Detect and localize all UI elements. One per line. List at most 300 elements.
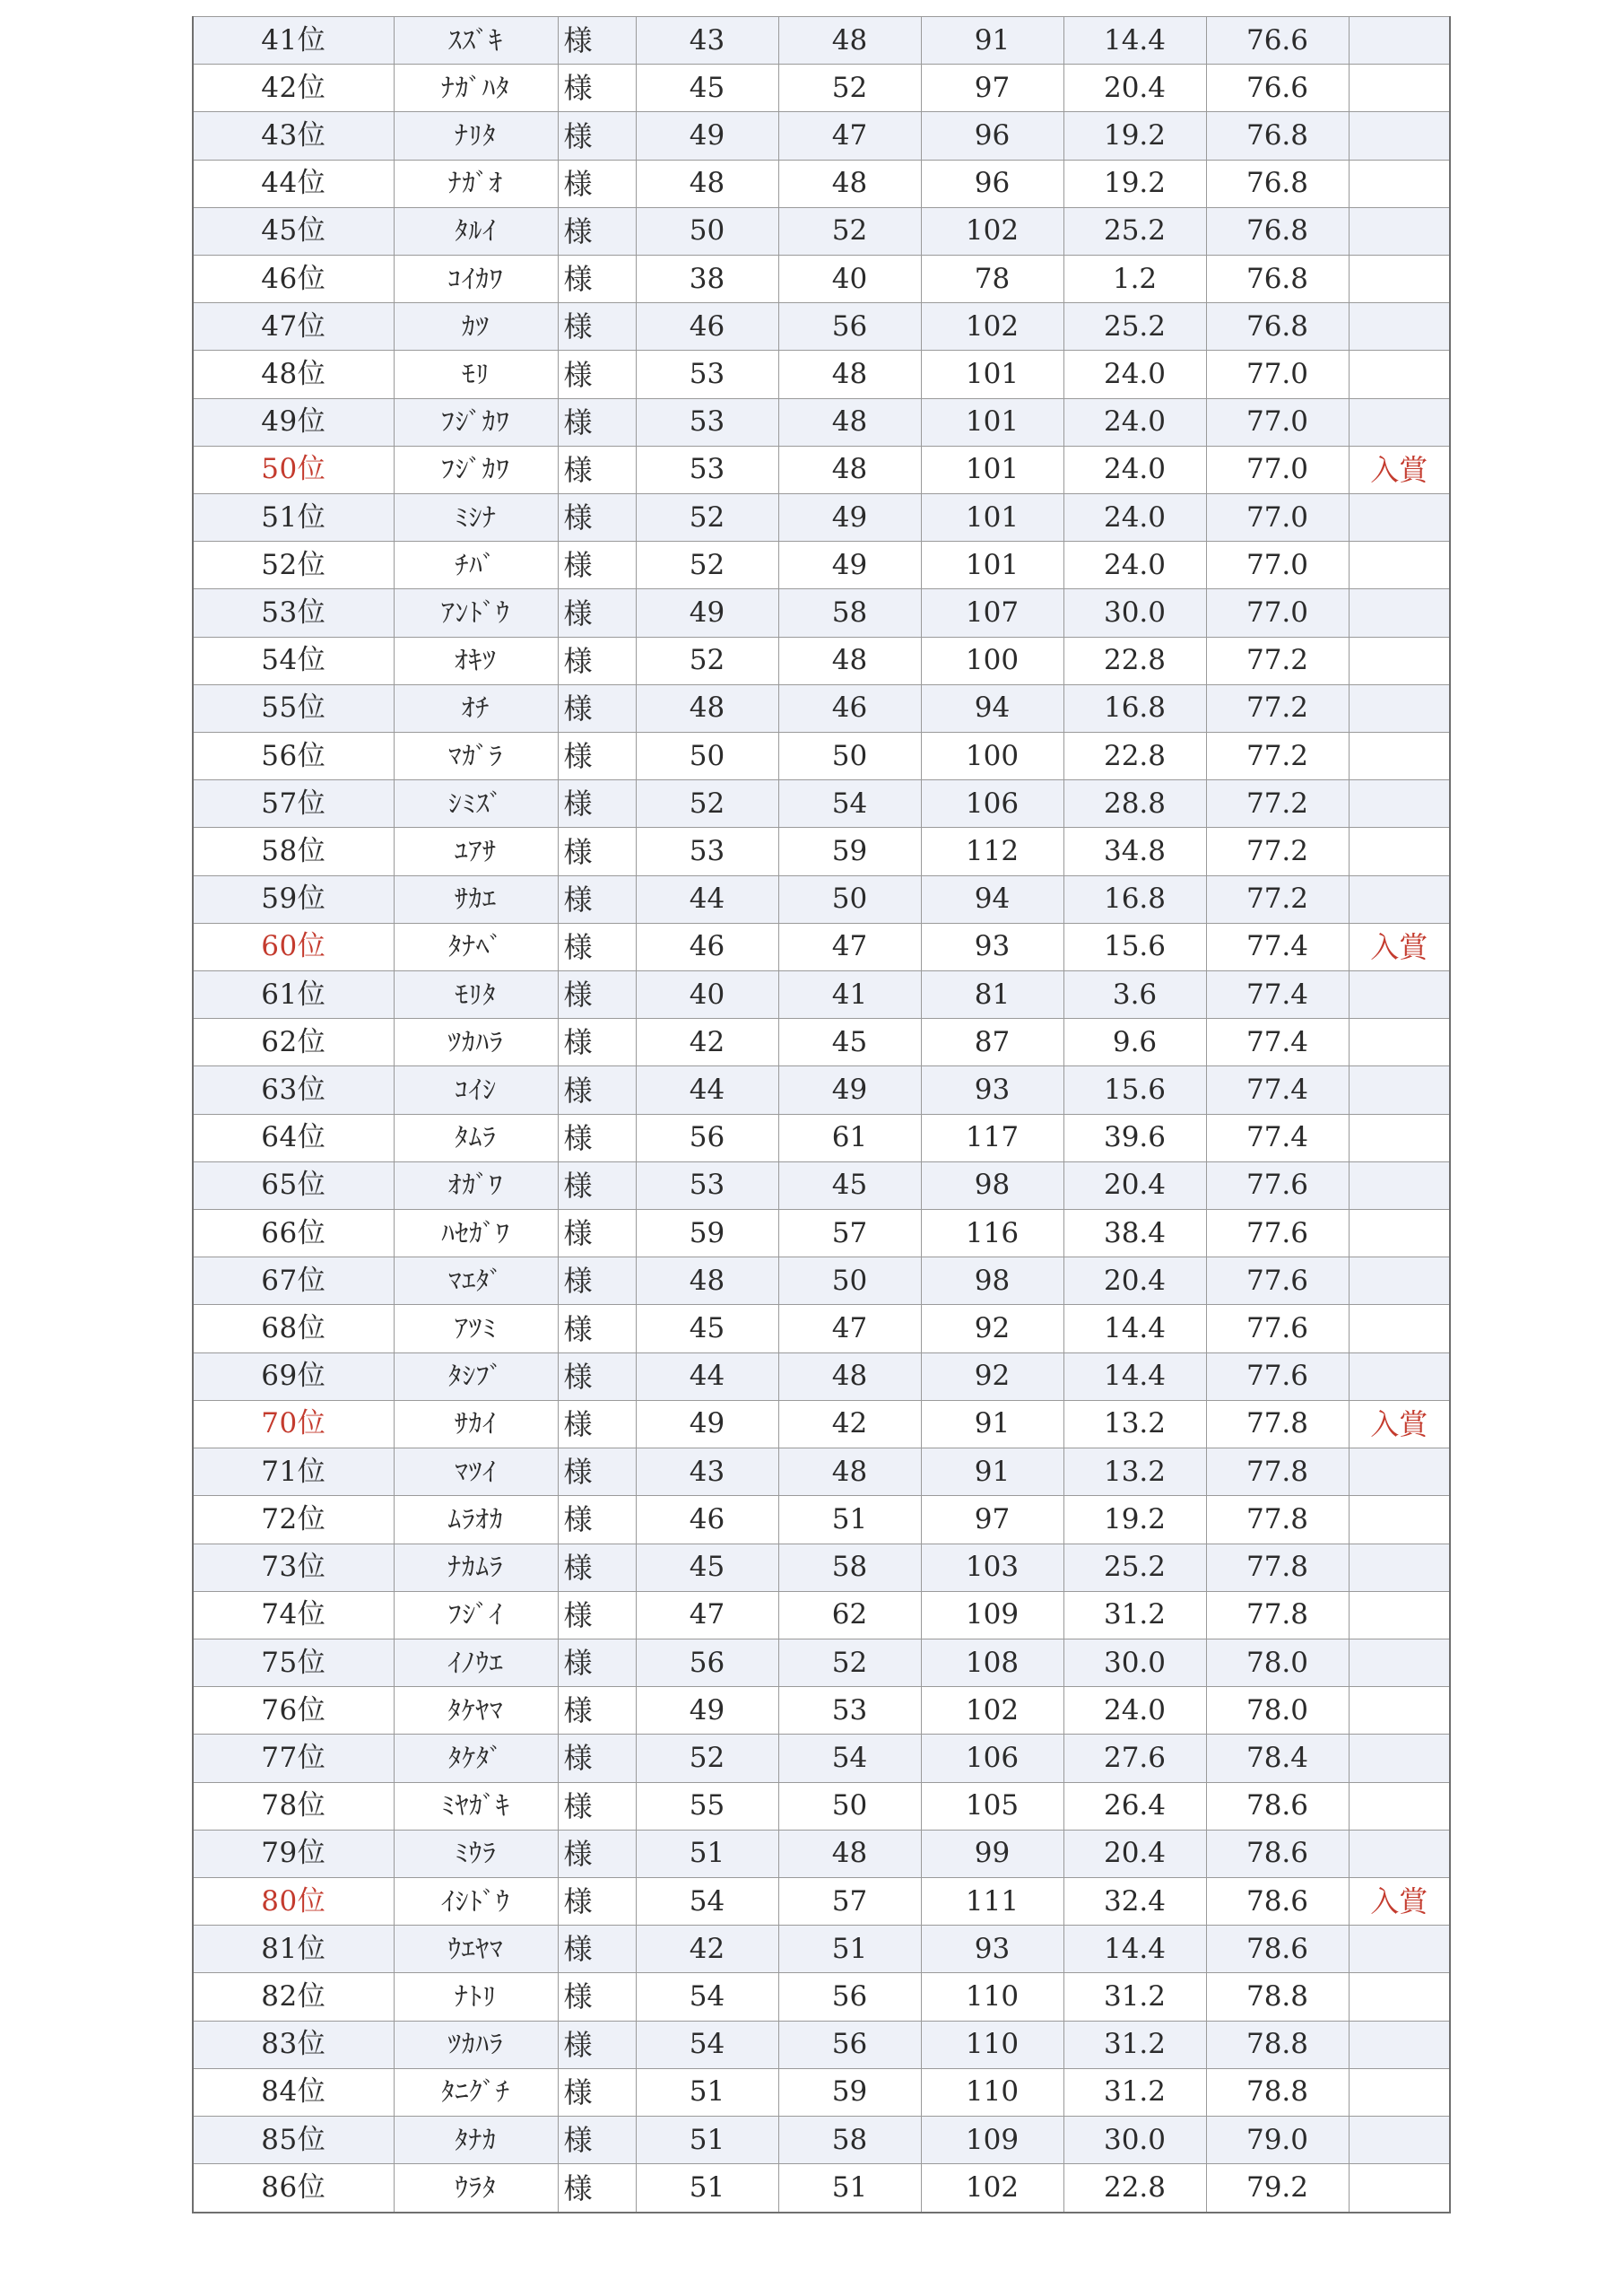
- name-cell: ﾂｶﾊﾗ: [394, 1019, 558, 1066]
- name-cell: ﾀﾑﾗ: [394, 1114, 558, 1161]
- value1-cell: 54: [636, 1877, 778, 1925]
- award-cell: [1349, 1544, 1450, 1591]
- value4-cell: 14.4: [1063, 1352, 1206, 1400]
- value3-cell: 101: [921, 351, 1063, 398]
- value1-cell: 48: [636, 1257, 778, 1305]
- rank-cell: 73位: [193, 1544, 394, 1591]
- name-cell: ﾏﾂｲ: [394, 1448, 558, 1496]
- honorific-cell: 様: [558, 1830, 636, 1877]
- value3-cell: 106: [921, 1735, 1063, 1782]
- honorific-cell: 様: [558, 828, 636, 875]
- rank-cell: 48位: [193, 351, 394, 398]
- value1-cell: 53: [636, 1161, 778, 1209]
- value5-cell: 77.4: [1206, 1114, 1349, 1161]
- table-row: [193, 1926, 1450, 1973]
- name-cell: ﾀｹﾀﾞ: [394, 1735, 558, 1782]
- value5-cell: 77.4: [1206, 1019, 1349, 1066]
- value2-cell: 51: [778, 1496, 921, 1544]
- award-cell: 入賞: [1349, 923, 1450, 970]
- value5-cell: 78.6: [1206, 1926, 1349, 1973]
- name-cell: ﾅｶﾑﾗ: [394, 1544, 558, 1591]
- rank-cell: 70位: [193, 1400, 394, 1448]
- value1-cell: 56: [636, 1114, 778, 1161]
- value3-cell: 106: [921, 780, 1063, 828]
- value5-cell: 76.8: [1206, 112, 1349, 160]
- value3-cell: 101: [921, 494, 1063, 542]
- award-cell: [1349, 1066, 1450, 1114]
- award-cell: [1349, 65, 1450, 112]
- value4-cell: 28.8: [1063, 780, 1206, 828]
- value4-cell: 30.0: [1063, 1639, 1206, 1686]
- value3-cell: 110: [921, 2021, 1063, 2068]
- award-cell: [1349, 1114, 1450, 1161]
- rank-cell: 75位: [193, 1639, 394, 1686]
- value4-cell: 15.6: [1063, 1066, 1206, 1114]
- award-cell: [1349, 733, 1450, 780]
- rank-cell: 50位: [193, 446, 394, 493]
- value4-cell: 24.0: [1063, 494, 1206, 542]
- rank-cell: 85位: [193, 2116, 394, 2163]
- honorific-cell: 様: [558, 1926, 636, 1973]
- value1-cell: 46: [636, 1496, 778, 1544]
- value1-cell: 44: [636, 875, 778, 923]
- table-row: [193, 17, 1450, 65]
- value2-cell: 52: [778, 207, 921, 255]
- rank-cell: 62位: [193, 1019, 394, 1066]
- value5-cell: 77.8: [1206, 1544, 1349, 1591]
- name-cell: ｺｲｶﾜ: [394, 256, 558, 303]
- rank-cell: 66位: [193, 1210, 394, 1257]
- rank-cell: 57位: [193, 780, 394, 828]
- honorific-cell: 様: [558, 1782, 636, 1830]
- value4-cell: 22.8: [1063, 733, 1206, 780]
- value4-cell: 31.2: [1063, 2021, 1206, 2068]
- value5-cell: 77.2: [1206, 780, 1349, 828]
- value2-cell: 52: [778, 65, 921, 112]
- value1-cell: 48: [636, 684, 778, 732]
- results-table-body: [193, 17, 1450, 2213]
- value2-cell: 62: [778, 1591, 921, 1639]
- value1-cell: 48: [636, 160, 778, 207]
- table-row: [193, 398, 1450, 446]
- value1-cell: 54: [636, 1973, 778, 2021]
- rank-cell: 83位: [193, 2021, 394, 2068]
- honorific-cell: 様: [558, 2116, 636, 2163]
- table-row: [193, 733, 1450, 780]
- table-row: [193, 160, 1450, 207]
- value4-cell: 20.4: [1063, 1161, 1206, 1209]
- value1-cell: 51: [636, 1830, 778, 1877]
- value3-cell: 100: [921, 733, 1063, 780]
- value5-cell: 77.6: [1206, 1352, 1349, 1400]
- table-row: [193, 684, 1450, 732]
- rank-cell: 76位: [193, 1687, 394, 1735]
- value5-cell: 77.0: [1206, 351, 1349, 398]
- value3-cell: 91: [921, 1400, 1063, 1448]
- award-cell: [1349, 1019, 1450, 1066]
- award-cell: [1349, 1210, 1450, 1257]
- award-cell: [1349, 2164, 1450, 2213]
- award-cell: [1349, 494, 1450, 542]
- honorific-cell: 様: [558, 1352, 636, 1400]
- name-cell: ﾅﾄﾘ: [394, 1973, 558, 2021]
- table-row: [193, 303, 1450, 351]
- value5-cell: 77.4: [1206, 971, 1349, 1019]
- value3-cell: 98: [921, 1161, 1063, 1209]
- award-cell: [1349, 256, 1450, 303]
- value2-cell: 48: [778, 1352, 921, 1400]
- name-cell: ﾑﾗｵｶ: [394, 1496, 558, 1544]
- value4-cell: 25.2: [1063, 207, 1206, 255]
- name-cell: ﾏｴﾀﾞ: [394, 1257, 558, 1305]
- name-cell: ﾅｶﾞｵ: [394, 160, 558, 207]
- value4-cell: 14.4: [1063, 1305, 1206, 1352]
- value4-cell: 13.2: [1063, 1448, 1206, 1496]
- value1-cell: 40: [636, 971, 778, 1019]
- value1-cell: 45: [636, 1544, 778, 1591]
- award-cell: [1349, 875, 1450, 923]
- value3-cell: 117: [921, 1114, 1063, 1161]
- value3-cell: 96: [921, 160, 1063, 207]
- rank-cell: 72位: [193, 1496, 394, 1544]
- award-cell: [1349, 2068, 1450, 2116]
- table-row: [193, 112, 1450, 160]
- award-cell: [1349, 780, 1450, 828]
- name-cell: ｼﾐｽﾞ: [394, 780, 558, 828]
- honorific-cell: 様: [558, 112, 636, 160]
- value4-cell: 24.0: [1063, 398, 1206, 446]
- name-cell: ｻｶｲ: [394, 1400, 558, 1448]
- award-cell: [1349, 1782, 1450, 1830]
- rank-cell: 49位: [193, 398, 394, 446]
- value4-cell: 9.6: [1063, 1019, 1206, 1066]
- value3-cell: 102: [921, 1687, 1063, 1735]
- honorific-cell: 様: [558, 542, 636, 589]
- value1-cell: 53: [636, 446, 778, 493]
- value5-cell: 78.6: [1206, 1877, 1349, 1925]
- honorific-cell: 様: [558, 2164, 636, 2213]
- value3-cell: 97: [921, 65, 1063, 112]
- value5-cell: 76.8: [1206, 207, 1349, 255]
- value5-cell: 77.2: [1206, 637, 1349, 684]
- value5-cell: 77.6: [1206, 1210, 1349, 1257]
- award-cell: 入賞: [1349, 1877, 1450, 1925]
- name-cell: ﾁﾊﾞ: [394, 542, 558, 589]
- rank-cell: 78位: [193, 1782, 394, 1830]
- value1-cell: 43: [636, 1448, 778, 1496]
- honorific-cell: 様: [558, 1687, 636, 1735]
- value2-cell: 54: [778, 780, 921, 828]
- value2-cell: 48: [778, 17, 921, 65]
- table-row: [193, 207, 1450, 255]
- value2-cell: 46: [778, 684, 921, 732]
- honorific-cell: 様: [558, 1639, 636, 1686]
- award-cell: [1349, 1687, 1450, 1735]
- value3-cell: 112: [921, 828, 1063, 875]
- value3-cell: 99: [921, 1830, 1063, 1877]
- honorific-cell: 様: [558, 17, 636, 65]
- honorific-cell: 様: [558, 494, 636, 542]
- value2-cell: 51: [778, 1926, 921, 1973]
- rank-cell: 81位: [193, 1926, 394, 1973]
- award-cell: [1349, 828, 1450, 875]
- value3-cell: 110: [921, 1973, 1063, 2021]
- name-cell: ｺｲｼ: [394, 1066, 558, 1114]
- table-row: [193, 1066, 1450, 1114]
- results-table: [192, 16, 1451, 2213]
- award-cell: [1349, 2021, 1450, 2068]
- honorific-cell: 様: [558, 1210, 636, 1257]
- value1-cell: 43: [636, 17, 778, 65]
- value4-cell: 30.0: [1063, 589, 1206, 637]
- award-cell: [1349, 589, 1450, 637]
- value3-cell: 102: [921, 2164, 1063, 2213]
- rank-cell: 53位: [193, 589, 394, 637]
- value5-cell: 77.8: [1206, 1400, 1349, 1448]
- name-cell: ﾀﾅｶ: [394, 2116, 558, 2163]
- value2-cell: 56: [778, 1973, 921, 2021]
- value1-cell: 53: [636, 351, 778, 398]
- table-row: [193, 2021, 1450, 2068]
- value1-cell: 49: [636, 112, 778, 160]
- rank-cell: 55位: [193, 684, 394, 732]
- table-row: [193, 875, 1450, 923]
- rank-cell: 44位: [193, 160, 394, 207]
- honorific-cell: 様: [558, 2068, 636, 2116]
- value2-cell: 45: [778, 1019, 921, 1066]
- table-row: [193, 1161, 1450, 1209]
- rank-cell: 63位: [193, 1066, 394, 1114]
- rank-cell: 77位: [193, 1735, 394, 1782]
- value3-cell: 109: [921, 1591, 1063, 1639]
- value1-cell: 53: [636, 828, 778, 875]
- value2-cell: 50: [778, 875, 921, 923]
- value3-cell: 91: [921, 17, 1063, 65]
- table-row: [193, 1877, 1450, 1925]
- value4-cell: 20.4: [1063, 1257, 1206, 1305]
- value4-cell: 30.0: [1063, 2116, 1206, 2163]
- value5-cell: 77.4: [1206, 1066, 1349, 1114]
- award-cell: [1349, 1496, 1450, 1544]
- honorific-cell: 様: [558, 446, 636, 493]
- value5-cell: 78.8: [1206, 2021, 1349, 2068]
- value4-cell: 31.2: [1063, 1973, 1206, 2021]
- value4-cell: 3.6: [1063, 971, 1206, 1019]
- award-cell: [1349, 1448, 1450, 1496]
- value3-cell: 101: [921, 542, 1063, 589]
- value3-cell: 116: [921, 1210, 1063, 1257]
- table-row: [193, 494, 1450, 542]
- value5-cell: 77.2: [1206, 733, 1349, 780]
- name-cell: ｵｶﾞﾜ: [394, 1161, 558, 1209]
- value1-cell: 49: [636, 1687, 778, 1735]
- value3-cell: 91: [921, 1448, 1063, 1496]
- honorific-cell: 様: [558, 589, 636, 637]
- honorific-cell: 様: [558, 303, 636, 351]
- rank-cell: 64位: [193, 1114, 394, 1161]
- value4-cell: 39.6: [1063, 1114, 1206, 1161]
- award-cell: 入賞: [1349, 446, 1450, 493]
- value3-cell: 109: [921, 2116, 1063, 2163]
- value5-cell: 77.2: [1206, 828, 1349, 875]
- value1-cell: 38: [636, 256, 778, 303]
- table-row: [193, 2164, 1450, 2213]
- value5-cell: 77.2: [1206, 875, 1349, 923]
- rank-cell: 51位: [193, 494, 394, 542]
- value3-cell: 97: [921, 1496, 1063, 1544]
- value3-cell: 93: [921, 1926, 1063, 1973]
- value3-cell: 105: [921, 1782, 1063, 1830]
- name-cell: ﾏｶﾞﾗ: [394, 733, 558, 780]
- honorific-cell: 様: [558, 971, 636, 1019]
- value4-cell: 31.2: [1063, 2068, 1206, 2116]
- award-cell: [1349, 1926, 1450, 1973]
- value3-cell: 107: [921, 589, 1063, 637]
- honorific-cell: 様: [558, 1973, 636, 2021]
- rank-cell: 79位: [193, 1830, 394, 1877]
- honorific-cell: 様: [558, 1735, 636, 1782]
- name-cell: ﾊｾｶﾞﾜ: [394, 1210, 558, 1257]
- value3-cell: 93: [921, 923, 1063, 970]
- honorific-cell: 様: [558, 1544, 636, 1591]
- value2-cell: 48: [778, 398, 921, 446]
- value1-cell: 42: [636, 1019, 778, 1066]
- value5-cell: 78.0: [1206, 1639, 1349, 1686]
- name-cell: ｶﾂ: [394, 303, 558, 351]
- value2-cell: 48: [778, 446, 921, 493]
- value1-cell: 45: [636, 1305, 778, 1352]
- award-cell: [1349, 1257, 1450, 1305]
- honorific-cell: 様: [558, 1114, 636, 1161]
- value1-cell: 51: [636, 2068, 778, 2116]
- rank-cell: 45位: [193, 207, 394, 255]
- value1-cell: 59: [636, 1210, 778, 1257]
- award-cell: [1349, 398, 1450, 446]
- table-row: [193, 1639, 1450, 1686]
- award-cell: [1349, 160, 1450, 207]
- name-cell: ﾀｹﾔﾏ: [394, 1687, 558, 1735]
- name-cell: ｵﾁ: [394, 684, 558, 732]
- value4-cell: 20.4: [1063, 65, 1206, 112]
- name-cell: ｳﾗﾀ: [394, 2164, 558, 2213]
- name-cell: ｱﾝﾄﾞｳ: [394, 589, 558, 637]
- name-cell: ﾀﾅﾍﾞ: [394, 923, 558, 970]
- value3-cell: 101: [921, 398, 1063, 446]
- rank-cell: 60位: [193, 923, 394, 970]
- rank-cell: 67位: [193, 1257, 394, 1305]
- honorific-cell: 様: [558, 1496, 636, 1544]
- rank-cell: 86位: [193, 2164, 394, 2213]
- value2-cell: 57: [778, 1877, 921, 1925]
- honorific-cell: 様: [558, 637, 636, 684]
- value5-cell: 78.6: [1206, 1782, 1349, 1830]
- value3-cell: 108: [921, 1639, 1063, 1686]
- value2-cell: 58: [778, 1544, 921, 1591]
- value4-cell: 22.8: [1063, 2164, 1206, 2213]
- value1-cell: 54: [636, 2021, 778, 2068]
- value2-cell: 47: [778, 923, 921, 970]
- value3-cell: 94: [921, 684, 1063, 732]
- award-cell: [1349, 1352, 1450, 1400]
- award-cell: [1349, 971, 1450, 1019]
- value5-cell: 76.8: [1206, 160, 1349, 207]
- rank-cell: 47位: [193, 303, 394, 351]
- table-row: [193, 1019, 1450, 1066]
- value5-cell: 78.4: [1206, 1735, 1349, 1782]
- value4-cell: 13.2: [1063, 1400, 1206, 1448]
- honorific-cell: 様: [558, 1591, 636, 1639]
- name-cell: ﾂｶﾊﾗ: [394, 2021, 558, 2068]
- value2-cell: 59: [778, 828, 921, 875]
- award-cell: [1349, 207, 1450, 255]
- award-cell: [1349, 684, 1450, 732]
- honorific-cell: 様: [558, 1448, 636, 1496]
- value4-cell: 27.6: [1063, 1735, 1206, 1782]
- award-cell: [1349, 351, 1450, 398]
- rank-cell: 74位: [193, 1591, 394, 1639]
- honorific-cell: 様: [558, 1257, 636, 1305]
- value4-cell: 1.2: [1063, 256, 1206, 303]
- value2-cell: 41: [778, 971, 921, 1019]
- table-row: [193, 1496, 1450, 1544]
- value1-cell: 44: [636, 1066, 778, 1114]
- value5-cell: 77.6: [1206, 1257, 1349, 1305]
- award-cell: 入賞: [1349, 1400, 1450, 1448]
- table-row: [193, 1305, 1450, 1352]
- value5-cell: 78.0: [1206, 1687, 1349, 1735]
- value5-cell: 76.6: [1206, 17, 1349, 65]
- table-row: [193, 256, 1450, 303]
- table-row: [193, 2116, 1450, 2163]
- value2-cell: 48: [778, 1448, 921, 1496]
- value4-cell: 16.8: [1063, 875, 1206, 923]
- value4-cell: 24.0: [1063, 351, 1206, 398]
- value4-cell: 14.4: [1063, 17, 1206, 65]
- honorific-cell: 様: [558, 1019, 636, 1066]
- value3-cell: 96: [921, 112, 1063, 160]
- value2-cell: 61: [778, 1114, 921, 1161]
- table-row: [193, 1210, 1450, 1257]
- value2-cell: 54: [778, 1735, 921, 1782]
- table-row: [193, 446, 1450, 493]
- honorific-cell: 様: [558, 1400, 636, 1448]
- name-cell: ﾅｶﾞﾊﾀ: [394, 65, 558, 112]
- value1-cell: 45: [636, 65, 778, 112]
- name-cell: ｳｴﾔﾏ: [394, 1926, 558, 1973]
- honorific-cell: 様: [558, 2021, 636, 2068]
- value1-cell: 47: [636, 1591, 778, 1639]
- value2-cell: 48: [778, 637, 921, 684]
- table-row: [193, 1687, 1450, 1735]
- rank-cell: 84位: [193, 2068, 394, 2116]
- award-cell: [1349, 1735, 1450, 1782]
- value3-cell: 111: [921, 1877, 1063, 1925]
- value2-cell: 58: [778, 589, 921, 637]
- value4-cell: 24.0: [1063, 1687, 1206, 1735]
- honorific-cell: 様: [558, 875, 636, 923]
- value2-cell: 47: [778, 112, 921, 160]
- value1-cell: 52: [636, 780, 778, 828]
- honorific-cell: 様: [558, 65, 636, 112]
- name-cell: ﾓﾘﾀ: [394, 971, 558, 1019]
- honorific-cell: 様: [558, 684, 636, 732]
- rank-cell: 65位: [193, 1161, 394, 1209]
- value3-cell: 101: [921, 446, 1063, 493]
- value1-cell: 46: [636, 303, 778, 351]
- rank-cell: 61位: [193, 971, 394, 1019]
- name-cell: ｲﾉｳｴ: [394, 1639, 558, 1686]
- award-cell: [1349, 1591, 1450, 1639]
